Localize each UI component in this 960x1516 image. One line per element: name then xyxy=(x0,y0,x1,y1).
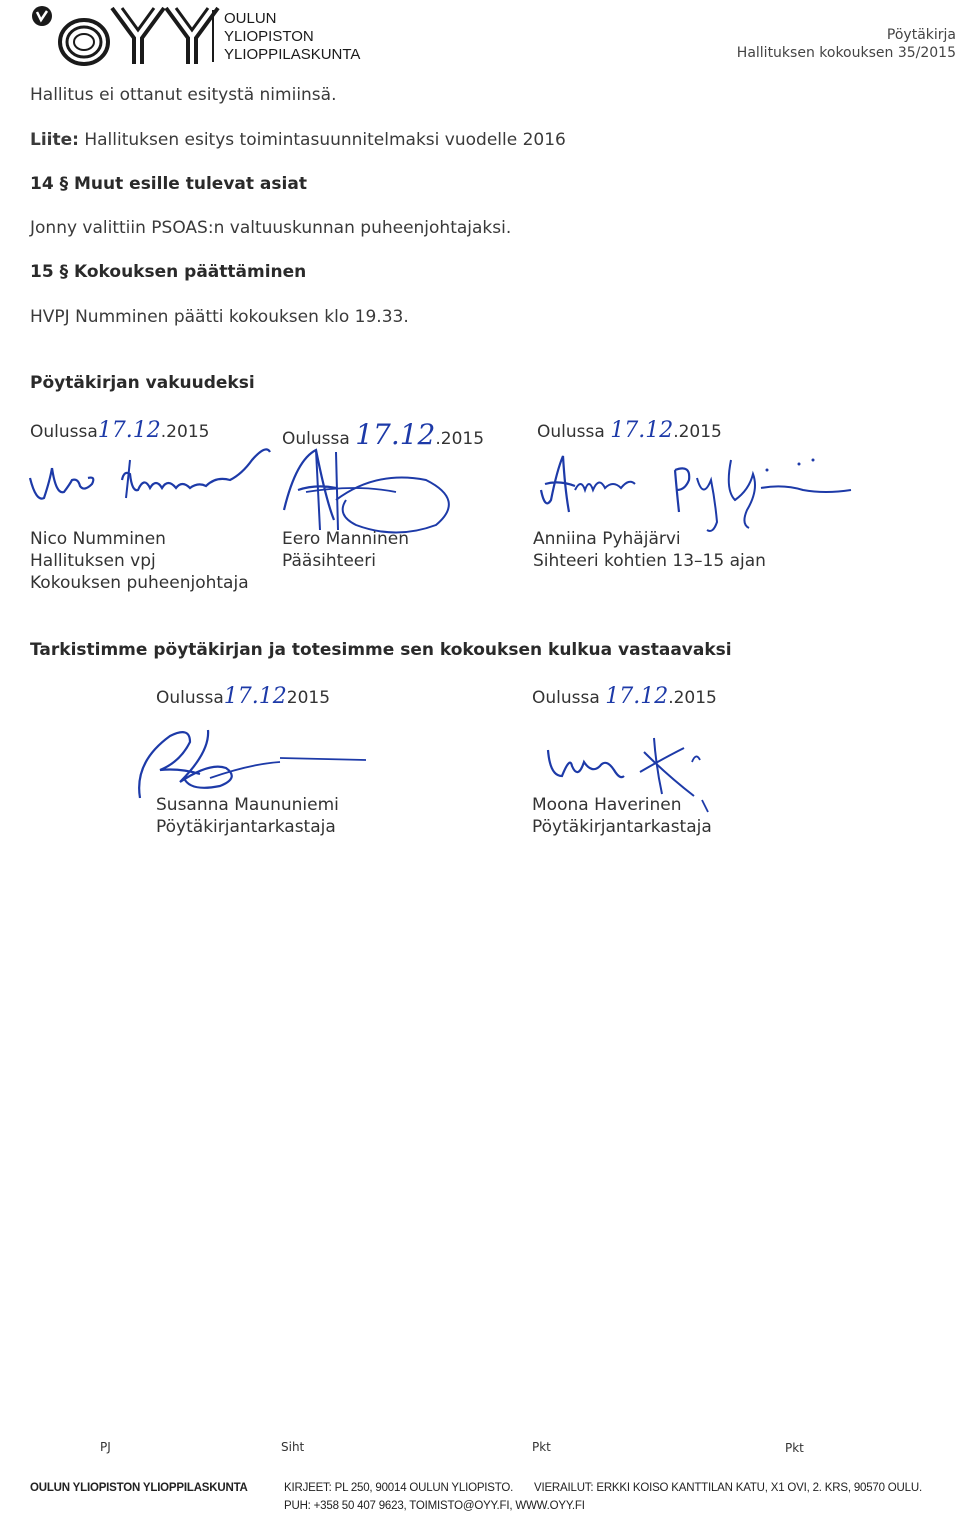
signer-name: Eero Manninen xyxy=(282,529,409,549)
signer-role: Hallituksen vpj xyxy=(30,551,156,571)
signer-3-date: Oulussa 17.12.2015 xyxy=(537,418,722,443)
initials-siht: Siht xyxy=(281,1440,305,1454)
handwritten-date: 17.12 xyxy=(355,418,436,451)
checkers-title: Tarkistimme pöytäkirjan ja totesimme sen kokouksen kulkua vastaavaksi xyxy=(30,640,732,660)
signer-1-date: Oulussa17.12.2015 xyxy=(30,418,210,443)
handwritten-date: 17.12 xyxy=(223,684,287,709)
doc-type: Pöytäkirja xyxy=(886,27,956,43)
handwritten-date: 17.12 xyxy=(605,684,669,709)
section-15-title: 15 § Kokouksen päättäminen xyxy=(30,262,307,282)
handwritten-date: 17.12 xyxy=(97,418,161,443)
paragraph-decision: Hallitus ei ottanut esitystä nimiinsä. xyxy=(30,85,337,105)
signer-name: Nico Numminen xyxy=(30,529,166,549)
footer-contact: PUH: +358 50 407 9623, TOIMISTO@OYY.FI, WWW.OYY.FI xyxy=(284,1500,585,1512)
signer-role: Sihteeri kohtien 13–15 ajan xyxy=(533,551,766,571)
oyy-logo xyxy=(30,4,220,66)
signer-3-block xyxy=(533,528,766,572)
section-14-text: Jonny valittiin PSOAS:n valtuuskunnan puheenjohtajaksi. xyxy=(30,218,512,238)
footer-visit-address: VIERAILUT: ERKKI KOISO KANTTILAN KATU, X1 OVI, 2. KRS, 90570 OULU. xyxy=(534,1482,922,1494)
doc-meeting: Hallituksen kokouksen 35/2015 xyxy=(736,45,956,61)
signer-1-block xyxy=(30,528,249,594)
organization-name: OULUN YLIOPISTON YLIOPPILASKUNTA xyxy=(224,10,361,63)
signature-nico-numminen xyxy=(26,440,276,515)
checker-name: Moona Haverinen xyxy=(532,795,682,815)
checker-name: Susanna Maununiemi xyxy=(156,795,339,815)
signature-anniina-pyhajarvi xyxy=(535,450,855,535)
checker-role: Pöytäkirjantarkastaja xyxy=(532,817,712,837)
logo-divider xyxy=(212,10,214,62)
initials-pj: PJ xyxy=(100,1440,111,1454)
checker-2-date: Oulussa 17.12.2015 xyxy=(532,684,717,709)
initials-pkt-1: Pkt xyxy=(532,1440,551,1454)
document-header xyxy=(737,26,956,62)
checker-role: Pöytäkirjantarkastaja xyxy=(156,817,336,837)
signer-2-block xyxy=(282,528,409,572)
checker-2-block xyxy=(532,794,712,838)
signer-2-date: Oulussa 17.12.2015 xyxy=(282,418,485,451)
checker-1-block xyxy=(156,794,339,838)
section-15-text: HVPJ Numminen päätti kokouksen klo 19.33. xyxy=(30,307,409,327)
section-14-title: 14 § Muut esille tulevat asiat xyxy=(30,174,307,194)
signature-susanna-maununiemi xyxy=(130,722,370,802)
signer-name: Anniina Pyhäjärvi xyxy=(533,529,681,549)
signature-eero-manninen xyxy=(276,440,466,540)
checker-1-date: Oulussa17.122015 xyxy=(156,684,331,709)
footer-mail-address: KIRJEET: PL 250, 90014 OULUN YLIOPISTO. xyxy=(284,1482,514,1494)
initials-pkt-2: Pkt xyxy=(785,1441,804,1455)
signer-role: Kokouksen puheenjohtaja xyxy=(30,573,249,593)
footer-org: OULUN YLIOPISTON YLIOPPILASKUNTA xyxy=(30,1482,248,1494)
handwritten-date: 17.12 xyxy=(610,418,674,443)
signer-role: Pääsihteeri xyxy=(282,551,376,571)
paragraph-attachment: Liite: Hallituksen esitys toimintasuunnitelmaksi vuodelle 2016 xyxy=(30,130,566,150)
verification-title: Pöytäkirjan vakuudeksi xyxy=(30,373,255,393)
